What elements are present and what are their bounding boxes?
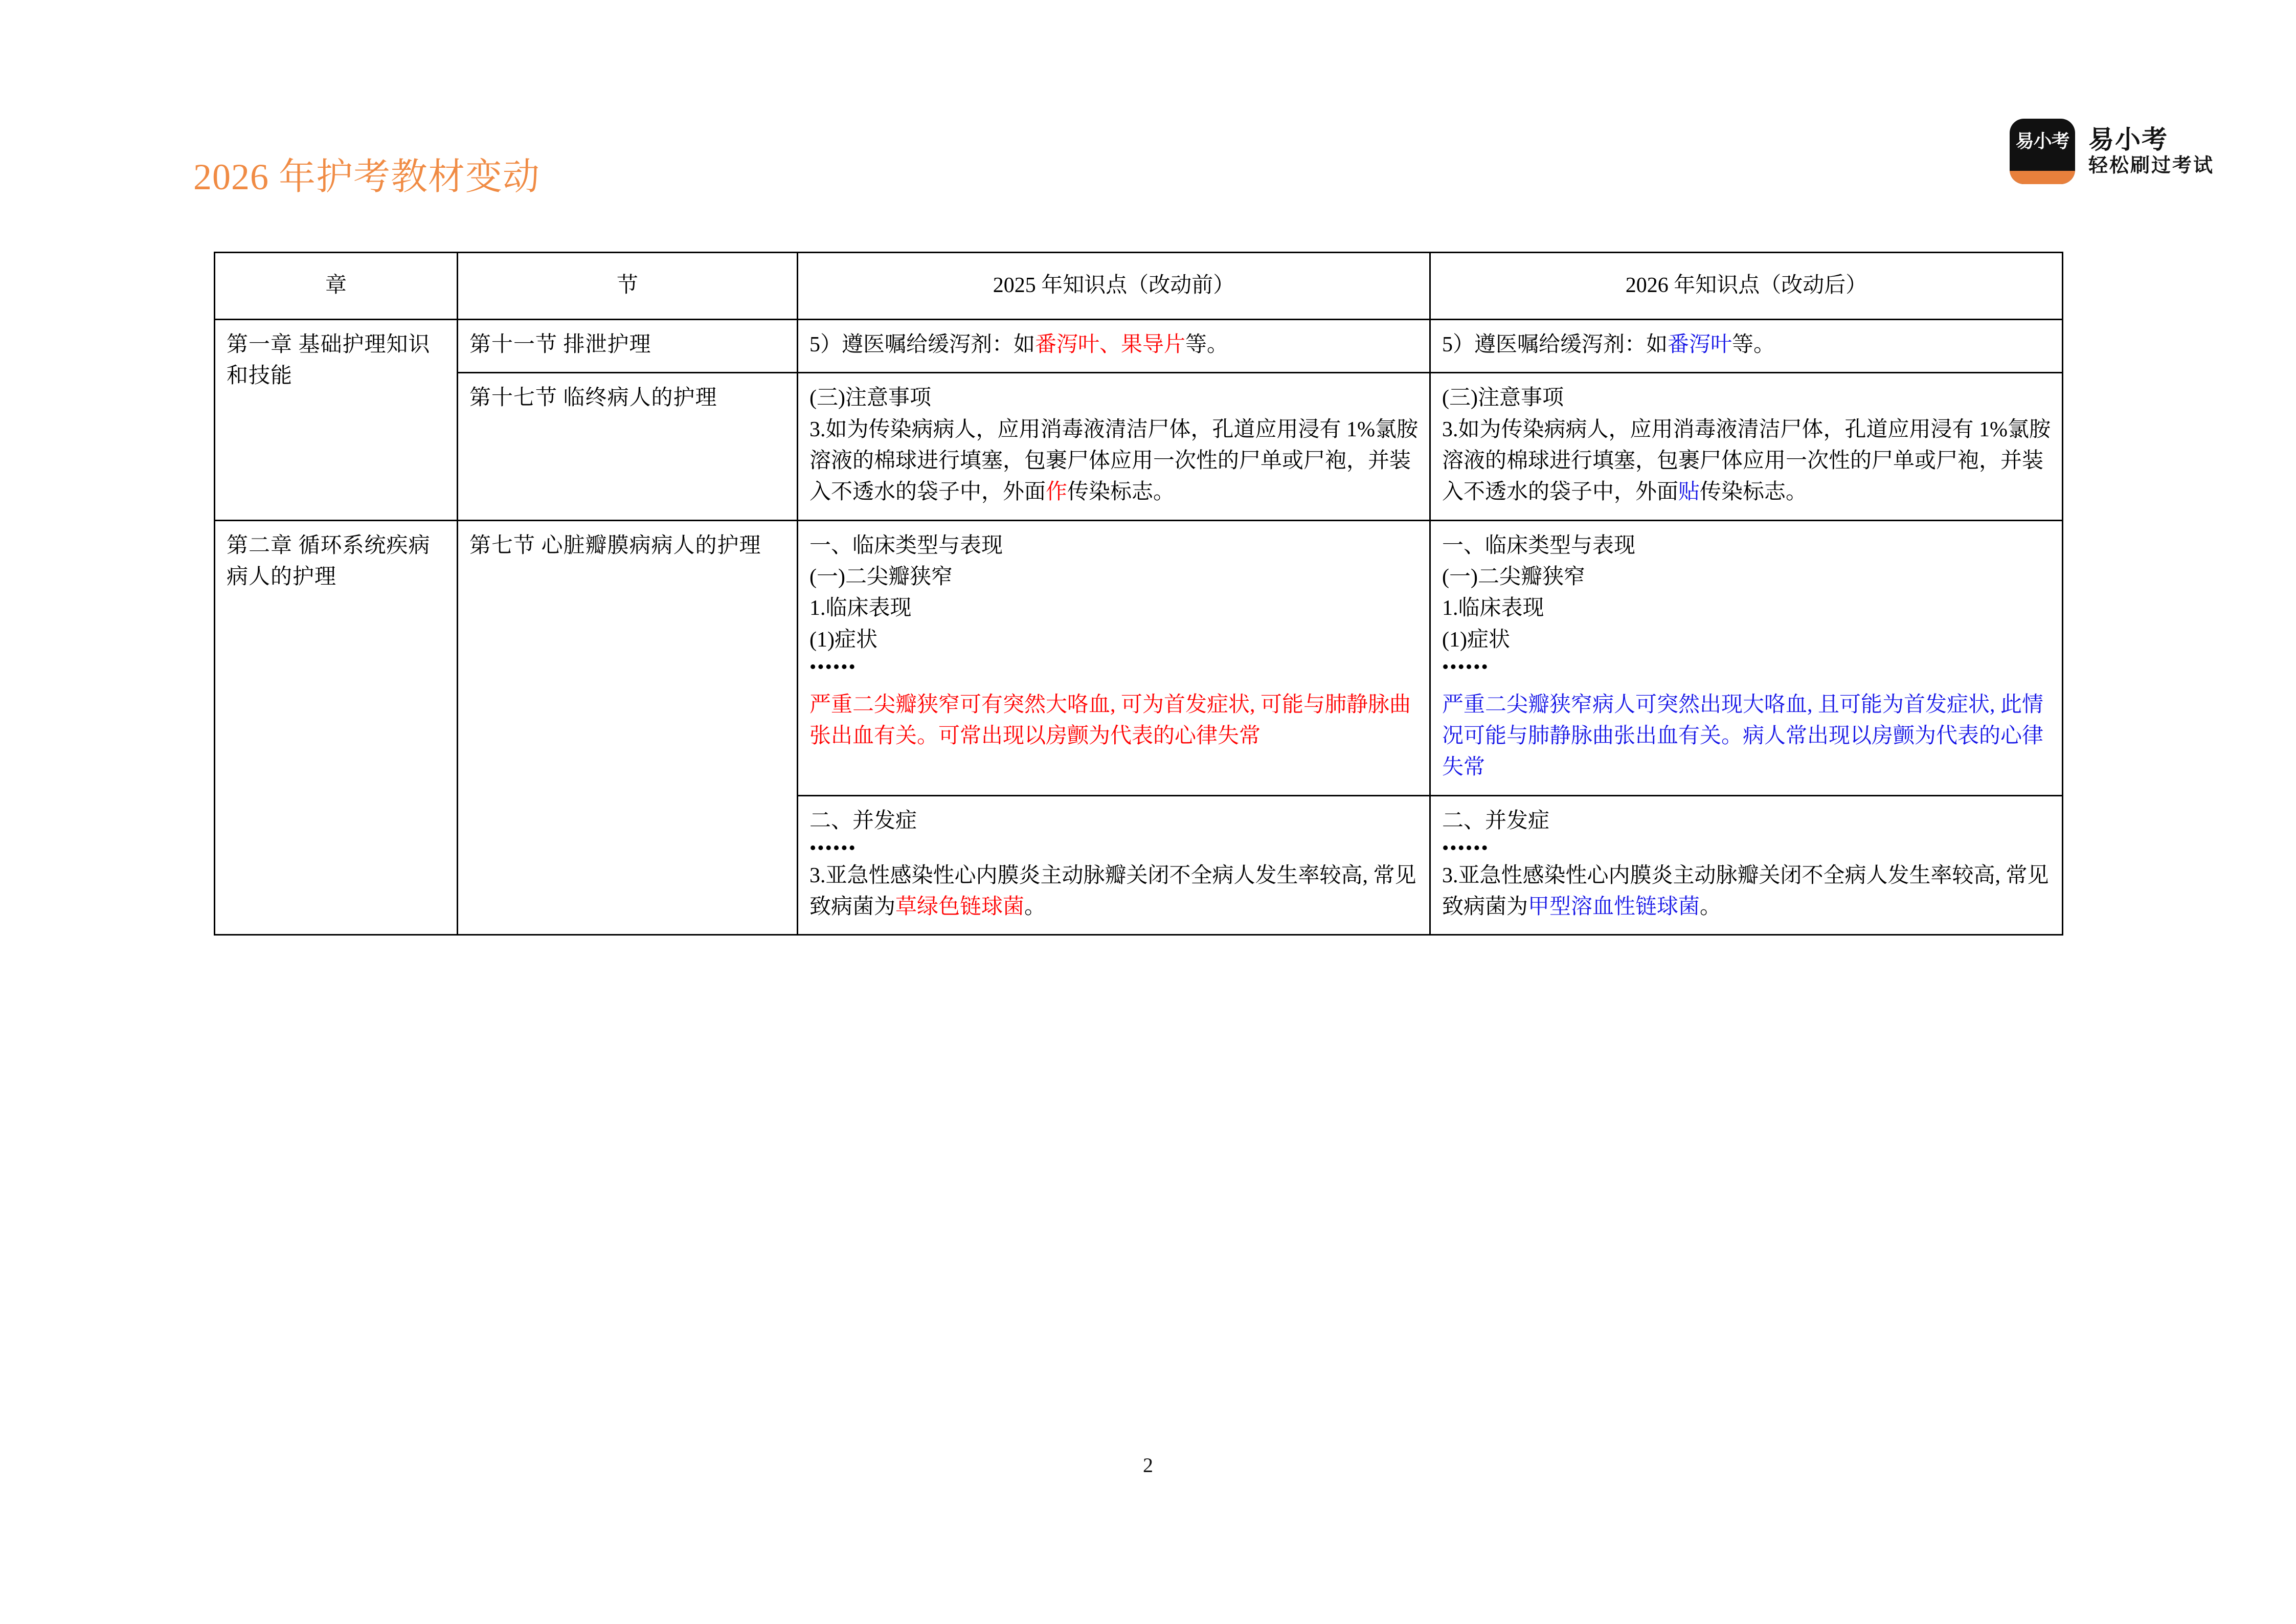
plain-text: 3.亚急性感染性心内膜炎主动脉瓣关闭不全病人发生率较高, 常见致病菌为 [1442, 863, 2049, 919]
text-line [809, 329, 1418, 361]
text-line [809, 383, 1418, 414]
text-line [1442, 625, 2051, 656]
plain-text: 。 [1700, 895, 1722, 919]
plain-text: 1.临床表现 [1442, 596, 1544, 620]
text-line [1442, 414, 2051, 508]
text-line [1442, 530, 2051, 562]
plain-text: 等。 [1732, 333, 1775, 357]
plain-text: 5）遵医嘱给缓泻剂：如 [809, 333, 1036, 357]
plain-text: •••••• [809, 837, 857, 859]
text-line [809, 530, 1418, 562]
text-line [809, 806, 1418, 837]
table-row [215, 320, 2063, 373]
brand-name: 易小考 [2088, 125, 2168, 154]
cell-new-2 [1430, 520, 2063, 795]
changed-text-new: 甲型溶血性链球菌 [1528, 895, 1700, 919]
changed-text-new: 严重二尖瓣狭窄病人可突然出现大咯血, 且可能为首发症状, 此情况可能与肺静脉曲张出血有关。病人常出现以房颤为代表的心律失常 [1442, 693, 2044, 780]
plain-text: 一、临床类型与表现 [809, 533, 1003, 558]
spacer-line [1442, 679, 2051, 689]
text-line [1442, 860, 2051, 923]
cell-new-1 [1430, 373, 2063, 520]
plain-text: 1.临床表现 [809, 596, 912, 620]
changed-text-old: 严重二尖瓣狭窄可有突然大咯血, 可为首发症状, 可能与肺静脉曲张出血有关。可常出现以房颤为代表的心律失常 [809, 693, 1411, 748]
brand-tagline: 轻松刷过考试 [2088, 155, 2214, 177]
plain-text: (三)注意事项 [809, 386, 931, 410]
plain-text: 二、并发症 [809, 809, 917, 833]
cell-old-3 [798, 795, 1430, 935]
table-row [215, 373, 2063, 520]
plain-text: (一)二尖瓣狭窄 [809, 565, 953, 589]
table-body [215, 320, 2063, 935]
plain-text: 二、并发症 [1442, 809, 1550, 833]
plain-text: 3.如为传染病病人，应用消毒液清洁尸体，孔道应用浸有 1%氯胺溶液的棉球进行填塞，包裹尸体应用一次性的尸单或尸袍，并装入不透水的袋子中，外面 [1442, 417, 2051, 504]
text-line [1442, 656, 2051, 679]
cell-section: 第十七节 临终病人的护理 [458, 373, 798, 520]
text-line [1442, 562, 2051, 593]
text-line [1442, 837, 2051, 860]
brand-mark-stripe [2010, 171, 2075, 184]
cell-old-0 [798, 320, 1430, 373]
plain-text: (三)注意事项 [1442, 386, 1564, 410]
plain-text: •••••• [1442, 837, 1489, 859]
cell-new-0 [1430, 320, 2063, 373]
plain-text: (1)症状 [1442, 628, 1510, 652]
text-line [1442, 689, 2051, 784]
plain-text: (一)二尖瓣狭窄 [1442, 565, 1585, 589]
text-line [809, 689, 1418, 752]
changes-table-wrapper [214, 252, 2062, 936]
cell-section: 第七节 心脏瓣膜病病人的护理 [458, 520, 798, 935]
cell-old-2 [798, 520, 1430, 795]
table-row [215, 520, 2063, 795]
plain-text: 等。 [1185, 333, 1229, 357]
text-line [809, 562, 1418, 593]
column-header-old: 2025 年知识点（改动前） [798, 253, 1430, 320]
plain-text: 传染标志。 [1700, 480, 1808, 504]
page-number: 2 [1143, 1454, 1153, 1477]
plain-text: •••••• [1442, 656, 1489, 678]
text-line [1442, 383, 2051, 414]
text-line [809, 837, 1418, 860]
changed-text-new: 贴 [1678, 480, 1700, 504]
column-header-new: 2026 年知识点（改动后） [1430, 253, 2063, 320]
spacer-line [809, 679, 1418, 689]
plain-text: 传染标志。 [1067, 480, 1175, 504]
cell-old-1 [798, 373, 1430, 520]
text-line [809, 593, 1418, 624]
table-head [215, 253, 2063, 320]
plain-text: 。 [1024, 895, 1046, 919]
plain-text: •••••• [809, 656, 857, 678]
text-line [809, 625, 1418, 656]
column-header-section: 节 [458, 253, 798, 320]
plain-text: 一、临床类型与表现 [1442, 533, 1636, 558]
changed-text-old: 草绿色链球菌 [895, 895, 1025, 919]
changed-text-old: 作 [1046, 480, 1068, 504]
text-line [809, 860, 1418, 923]
cell-section: 第十一节 排泄护理 [458, 320, 798, 373]
brand-logo [2010, 119, 2214, 184]
text-line [809, 656, 1418, 679]
text-line [1442, 806, 2051, 837]
text-line [809, 414, 1418, 508]
plain-text: 5）遵医嘱给缓泻剂：如 [1442, 333, 1668, 357]
brand-wordmark [2088, 126, 2214, 176]
text-line [1442, 329, 2051, 361]
brand-mark-icon [2010, 119, 2075, 184]
plain-text: 3.如为传染病病人，应用消毒液清洁尸体，孔道应用浸有 1%氯胺溶液的棉球进行填塞，包裹尸体应用一次性的尸单或尸袍，并装入不透水的袋子中，外面 [809, 417, 1418, 504]
text-line [1442, 593, 2051, 624]
cell-new-3 [1430, 795, 2063, 935]
page-title: 2026 年护考教材变动 [193, 157, 541, 197]
changed-text-old: 番泻叶、果导片 [1035, 333, 1186, 357]
cell-chapter: 第一章 基础护理知识和技能 [215, 320, 458, 521]
plain-text: 3.亚急性感染性心内膜炎主动脉瓣关闭不全病人发生率较高, 常见致病菌为 [809, 863, 1416, 919]
table-header-row [215, 253, 2063, 320]
column-header-chapter: 章 [215, 253, 458, 320]
plain-text: (1)症状 [809, 628, 877, 652]
changed-text-new: 番泻叶 [1668, 333, 1732, 357]
page-header [0, 0, 2296, 225]
cell-chapter: 第二章 循环系统疾病病人的护理 [215, 520, 458, 935]
changes-table [214, 252, 2063, 936]
brand-mark-text: 易小考 [2015, 130, 2069, 151]
